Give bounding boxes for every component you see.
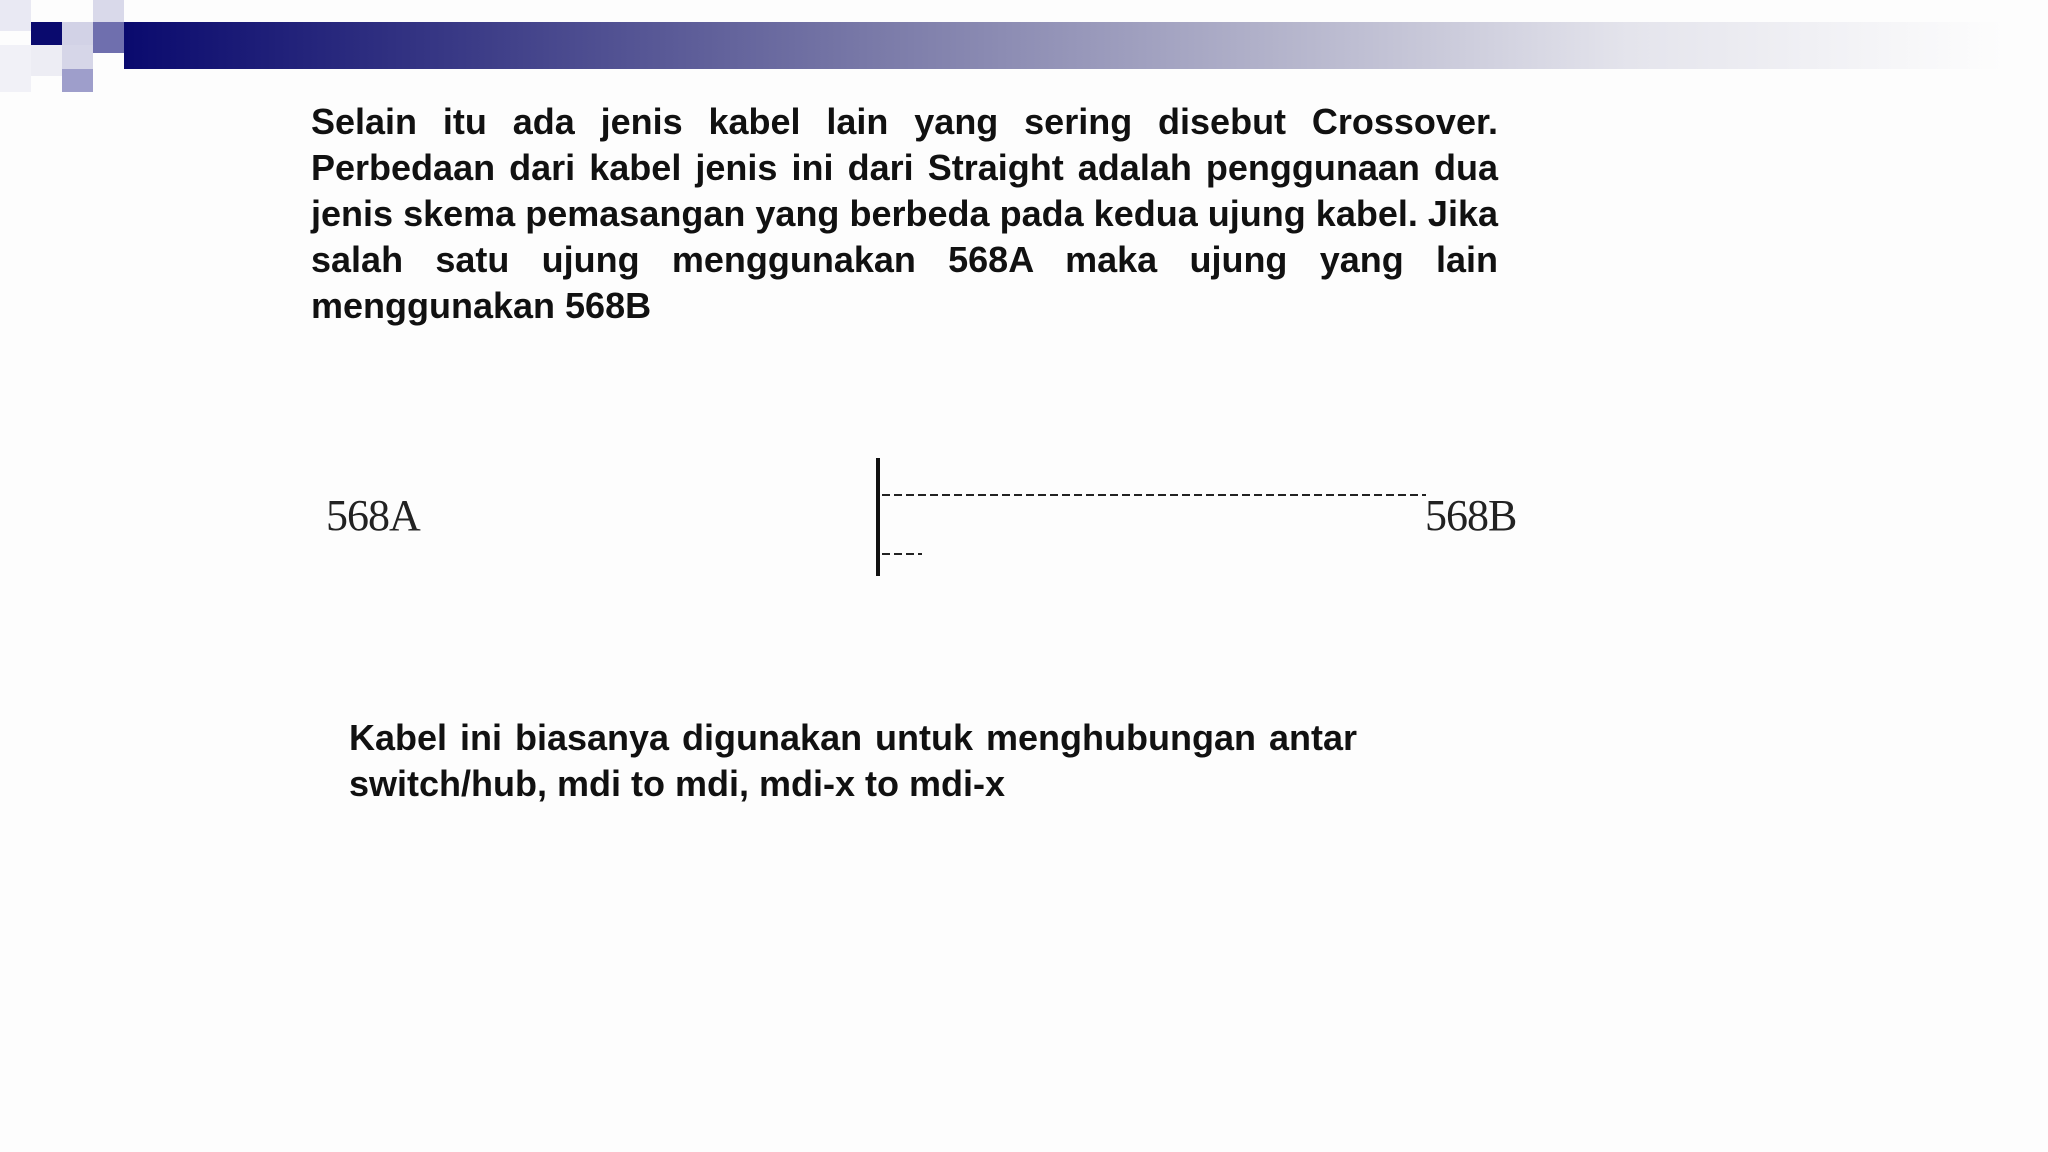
header-square [31,45,62,76]
crossover-description: Selain itu ada jenis kabel lain yang sering disebut Crossover. Perbedaan dari kabel jenis ini dari Straight adalah penggunaan dua jenis skema pemasangan yang berbeda pada kedua ujung kabel. Jika salah satu ujung menggunakan 568A maka ujung yang lain menggunakan 568B [311,101,1498,326]
header-square [0,45,31,92]
right-end-label: 568B [1425,491,1517,540]
header-square [31,22,62,45]
header-square [62,69,93,92]
usage-description: Kabel ini biasanya digunakan untuk menghubungan antar switch/hub, mdi to mdi, mdi-x to mdi-x [349,717,1357,804]
cable-lines [860,450,1430,580]
header-square [62,45,93,69]
header-square [93,22,124,53]
header-gradient-bar [124,22,2004,69]
header-square [0,0,31,31]
left-end-label: 568A [326,491,420,540]
header-square [93,0,124,22]
